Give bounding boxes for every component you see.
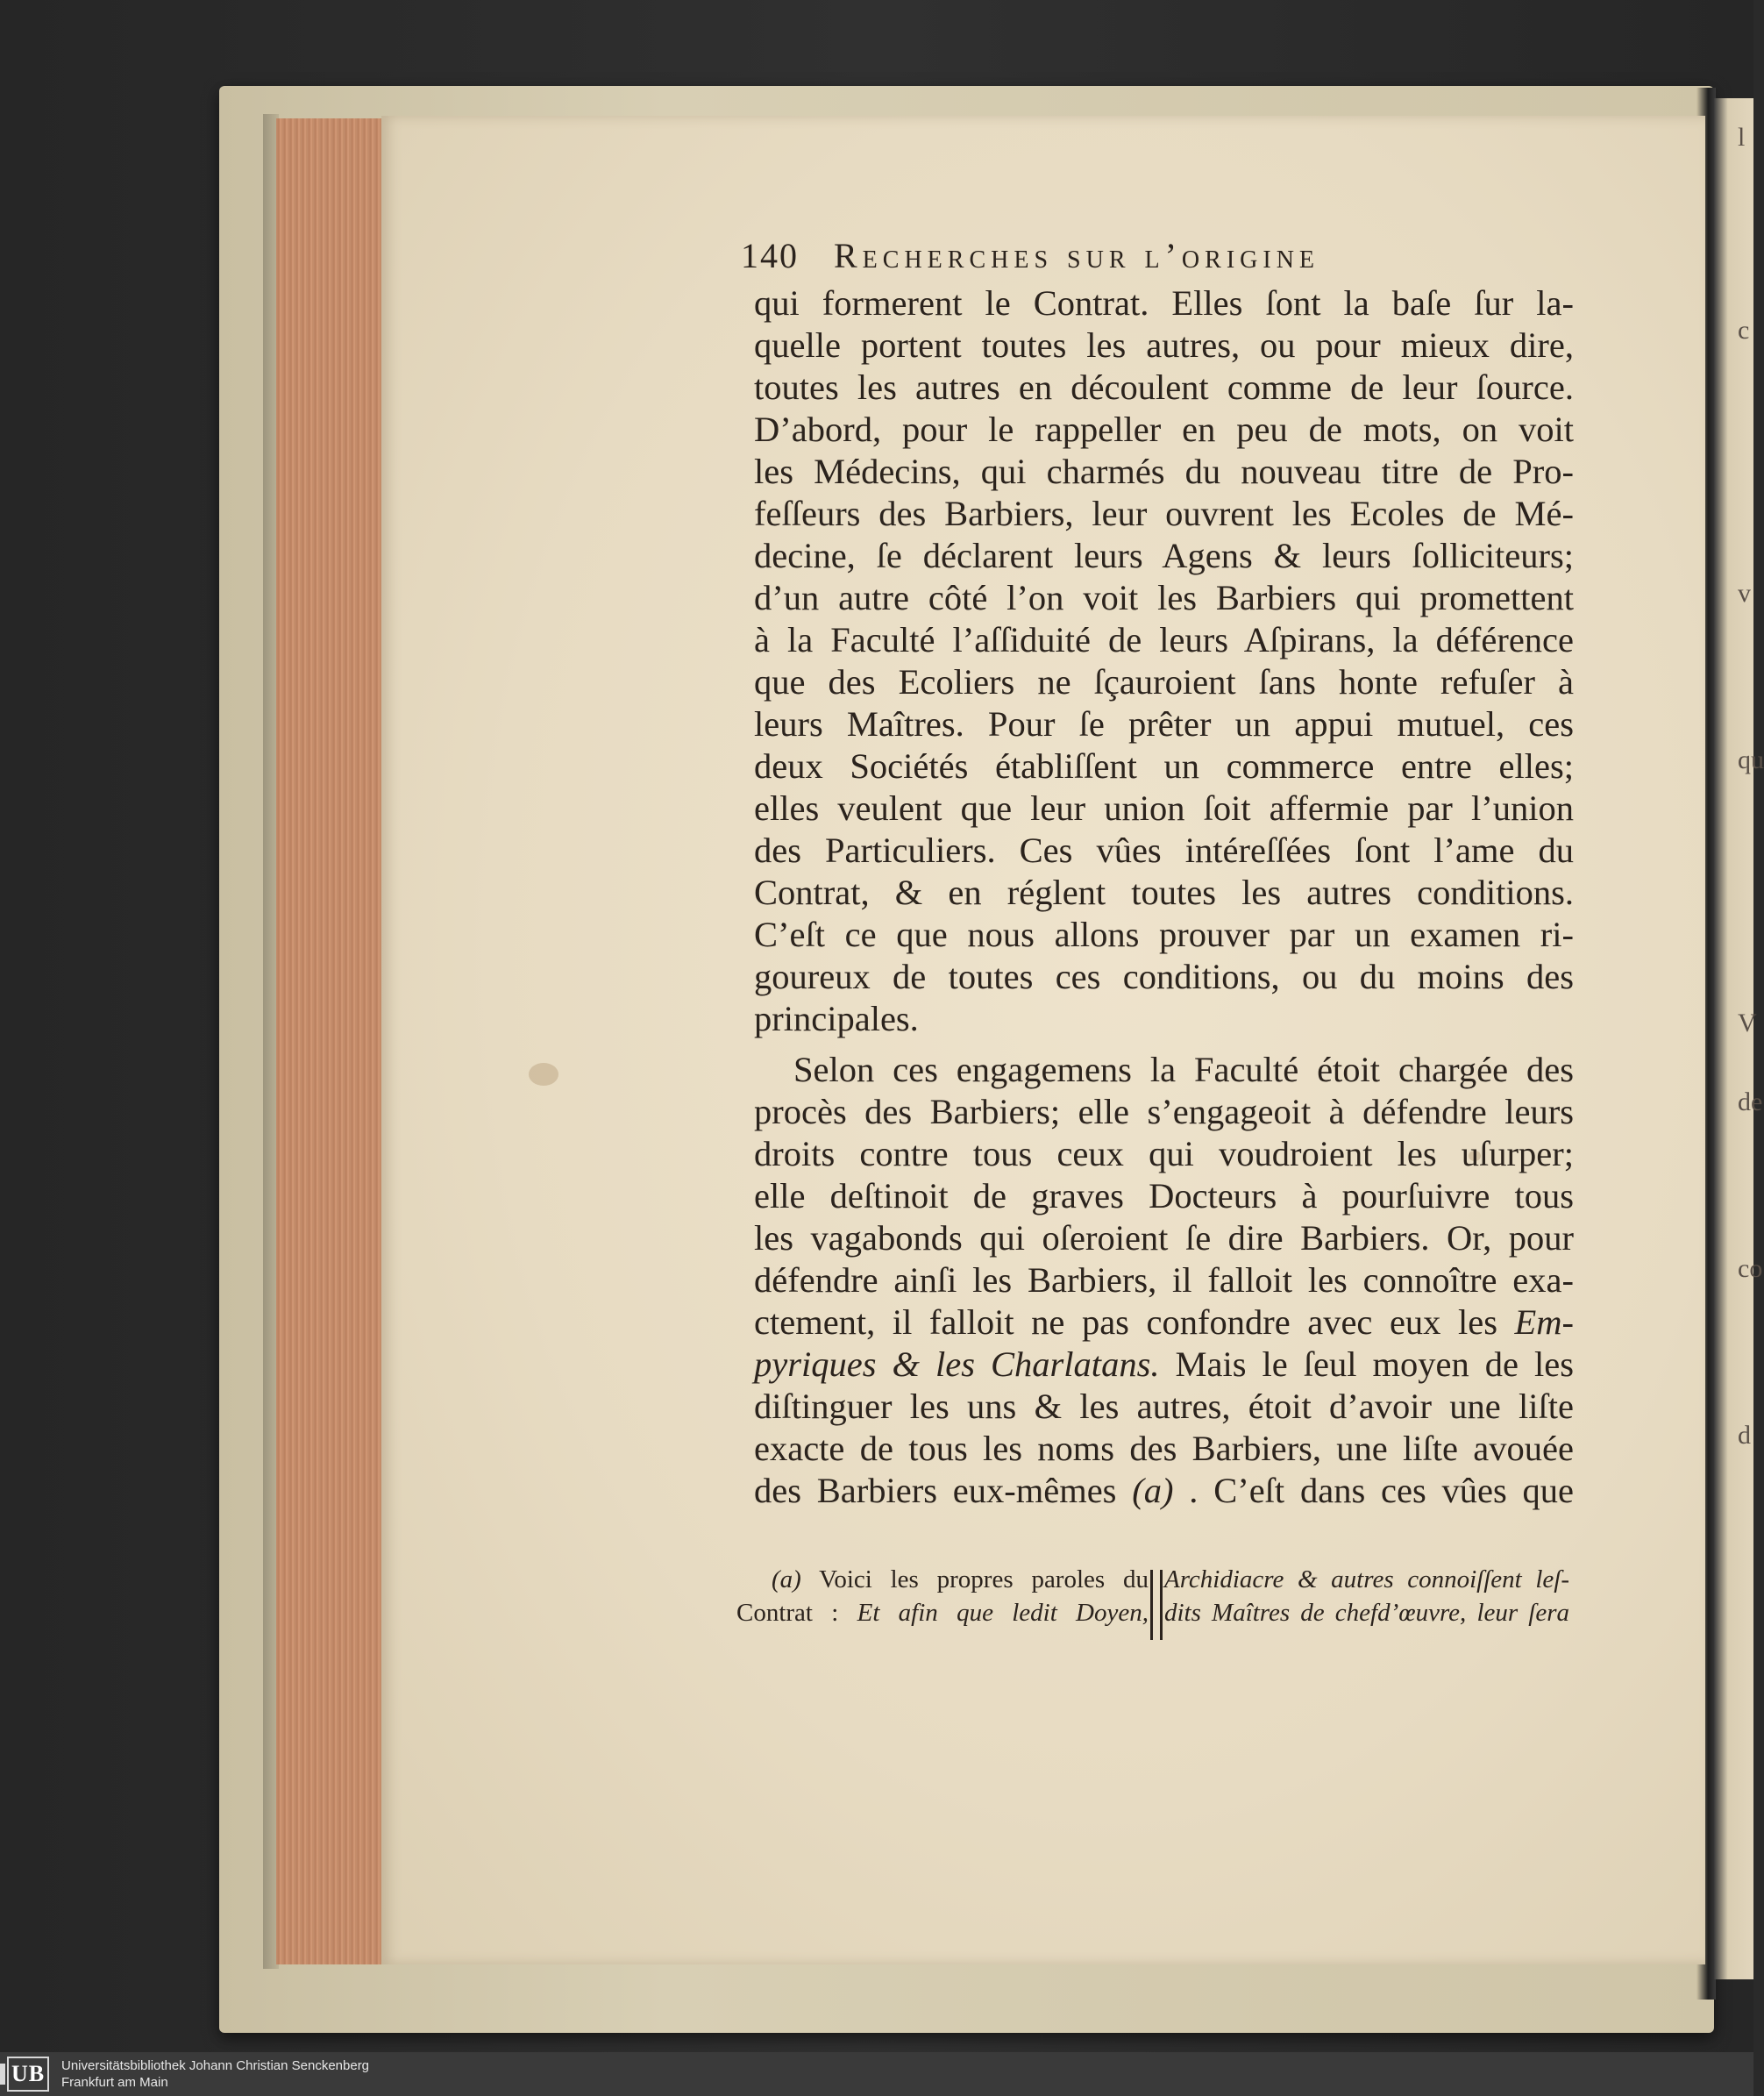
facing-page-text: de <box>1738 1087 1763 1116</box>
body-line: goureux de toutes ces conditions, ou du moins des <box>754 957 1574 996</box>
body-text: ctement, il falloit ne pas confondre avec eux les <box>754 1302 1497 1342</box>
foxing-stain <box>529 1063 558 1086</box>
body-line <box>754 1344 1574 1386</box>
logo-text: UB <box>11 2061 46 2086</box>
facing-page <box>1714 98 1753 1979</box>
facing-page-text: c <box>1738 316 1750 345</box>
library-footer-bar <box>0 2052 1753 2096</box>
body-line: leurs Maîtres. Pour ſe prêter un appui mutuel, ces <box>754 704 1574 744</box>
facing-page-text: qu <box>1738 745 1764 774</box>
body-line: à la Faculté l’aſſiduité de leurs Aſpirans, la déférence <box>754 620 1574 659</box>
body-text: Mais le ſeul moyen de les <box>1175 1344 1574 1384</box>
body-line: Contrat, & en réglent toutes les autres conditions. <box>754 873 1574 912</box>
body-line: des Particuliers. Ces vûes intéreſſées ſont l’ame du <box>754 831 1574 870</box>
body-line: diſtinguer les uns & les autres, étoit d’avoir une liſte <box>754 1387 1574 1426</box>
footnote-line: Archidiacre & autres connoiſſent leſ- <box>1164 1565 1569 1593</box>
body-line <box>754 1470 1574 1512</box>
body-line: procès des Barbiers; elle s’engageoit à défendre leurs <box>754 1092 1574 1131</box>
facing-page-text: v <box>1738 579 1751 608</box>
body-line: elle deſtinoit de graves Docteurs à pourſuivre tous <box>754 1176 1574 1216</box>
facing-page-text: co <box>1738 1254 1763 1283</box>
italic-word: Em- <box>1514 1302 1575 1342</box>
footnote-text: Voici les propres paroles du <box>819 1565 1149 1593</box>
body-line: toutes les autres en découlent comme de leur ſource. <box>754 367 1574 407</box>
footnote-marker: (a) <box>772 1565 801 1593</box>
body-line: exacte de tous les noms des Barbiers, une liſte avouée <box>754 1429 1574 1468</box>
footnote-ref: (a) <box>1132 1471 1174 1510</box>
body-line: qui formerent le Contrat. Elles ſont la baſe ſur la- <box>754 283 1574 323</box>
facing-page-text: d <box>1738 1421 1751 1450</box>
logo-bar-icon <box>0 2064 5 2085</box>
body-line: principales. <box>754 999 919 1038</box>
library-city: Frankfurt am Main <box>61 2075 168 2090</box>
facing-page-text: l <box>1738 123 1746 152</box>
body-line: les vagabonds qui oſeroient ſe dire Barbiers. Or, pour <box>754 1218 1574 1258</box>
footnote-right-column <box>1164 1563 1569 1629</box>
body-line: C’eſt ce que nous allons prouver par un examen ri- <box>754 915 1574 954</box>
body-line: deux Sociétés établiſſent un commerce entre elles; <box>754 746 1574 786</box>
footnote-line <box>736 1596 1149 1629</box>
body-line: que des Ecoliers ne ſçauroient ſans honte refuſer à <box>754 662 1574 702</box>
body-line: droits contre tous ceux qui voudroient les uſurper; <box>754 1134 1574 1173</box>
body-line: elles veulent que leur union ſoit affermie par l’union <box>754 788 1574 828</box>
ub-logo <box>7 2057 49 2092</box>
footnote-line <box>736 1563 1149 1596</box>
body-line: défendre ainſi les Barbiers, il falloit les connoître exa- <box>754 1260 1574 1300</box>
body-line: decine, ſe déclarent leurs Agens & leurs ſolliciteurs; <box>754 536 1574 575</box>
body-line: Selon ces engagemens la Faculté étoit chargée des <box>793 1050 1574 1089</box>
library-name: Universitätsbibliothek Johann Christian Senckenberg <box>61 2058 370 2073</box>
footnote-line: dits Maîtres de chefd’œuvre, leur ſera <box>1164 1599 1569 1627</box>
body-text: . C’eſt dans ces vûes que <box>1189 1471 1574 1510</box>
body-line: d’un autre côté l’on voit les Barbiers qui promettent <box>754 578 1574 617</box>
facing-page-text: V <box>1738 1009 1757 1037</box>
page-edges <box>276 118 383 1964</box>
footnote-left-column <box>736 1563 1149 1629</box>
body-line: feſſeurs des Barbiers, leur ouvrent les Ecoles de Mé- <box>754 494 1574 533</box>
body-line <box>754 1301 1574 1344</box>
running-header <box>741 235 1319 276</box>
body-text: des Barbiers eux-mêmes <box>754 1471 1117 1510</box>
running-title: Recherches sur l’origine <box>834 236 1320 275</box>
library-credit <box>61 2057 369 2091</box>
body-line: les Médecins, qui charmés du nouveau titre de Pro- <box>754 452 1574 491</box>
footnote-text: Contrat : <box>736 1599 839 1627</box>
body-line: D’abord, pour le rappeller en peu de mots, on voit <box>754 410 1574 449</box>
body-line: quelle portent toutes les autres, ou pour mieux dire, <box>754 325 1574 365</box>
italic-phrase: pyriques & les Charlatans. <box>754 1344 1160 1384</box>
page-number: 140 <box>741 236 799 275</box>
footnote-text-italic: Et afin que ledit Doyen, <box>857 1599 1149 1627</box>
footnote-column-divider <box>1150 1570 1163 1640</box>
